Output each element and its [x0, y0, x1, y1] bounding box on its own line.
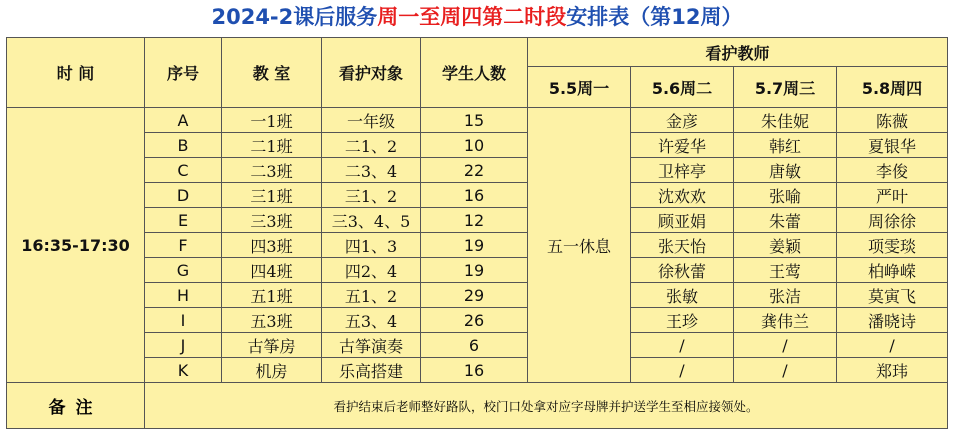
teacher-tue-cell: / — [631, 333, 734, 358]
teacher-thu-cell: 李俊 — [837, 158, 948, 183]
header-time: 时 间 — [7, 38, 145, 108]
count-cell: 19 — [421, 258, 528, 283]
teacher-tue-cell: / — [631, 358, 734, 383]
seq-cell: A — [145, 108, 222, 133]
teacher-thu-cell: 柏峥嵘 — [837, 258, 948, 283]
table-row — [7, 183, 948, 208]
seq-cell: B — [145, 133, 222, 158]
count-cell: 26 — [421, 308, 528, 333]
seq-cell: K — [145, 358, 222, 383]
teacher-wed-cell: 龚伟兰 — [734, 308, 837, 333]
note-label: 备注 — [7, 383, 145, 429]
room-cell: 五1班 — [222, 283, 322, 308]
table-row — [7, 333, 948, 358]
table-row — [7, 283, 948, 308]
teacher-thu-cell: 莫寅飞 — [837, 283, 948, 308]
teacher-wed-cell: 张喻 — [734, 183, 837, 208]
note-text: 看护结束后老师整好路队，校门口处拿对应字母牌并护送学生至相应接领处。 — [145, 383, 948, 429]
seq-cell: H — [145, 283, 222, 308]
teacher-wed-cell: 王莺 — [734, 258, 837, 283]
note-row — [7, 383, 948, 429]
title-part-1: 2024-2课后服务 — [211, 5, 378, 29]
teacher-tue-cell: 沈欢欢 — [631, 183, 734, 208]
count-cell: 16 — [421, 358, 528, 383]
seq-cell: F — [145, 233, 222, 258]
room-cell: 机房 — [222, 358, 322, 383]
teacher-tue-cell: 徐秋蕾 — [631, 258, 734, 283]
title-part-2: 周一至周四第二时段 — [377, 5, 567, 29]
target-cell: 三1、2 — [322, 183, 421, 208]
header-teachers: 看护教师 — [528, 38, 948, 67]
table-row — [7, 158, 948, 183]
seq-cell: D — [145, 183, 222, 208]
count-cell: 12 — [421, 208, 528, 233]
teacher-wed-cell: 唐敏 — [734, 158, 837, 183]
room-cell: 五3班 — [222, 308, 322, 333]
teacher-wed-cell: / — [734, 358, 837, 383]
header-day-wed: 5.7周三 — [734, 67, 837, 108]
count-cell: 10 — [421, 133, 528, 158]
teacher-wed-cell: / — [734, 333, 837, 358]
count-cell: 15 — [421, 108, 528, 133]
count-cell: 22 — [421, 158, 528, 183]
room-cell: 一1班 — [222, 108, 322, 133]
teacher-thu-cell: 郑玮 — [837, 358, 948, 383]
teacher-tue-cell: 顾亚娟 — [631, 208, 734, 233]
table-row — [7, 233, 948, 258]
header-day-mon: 5.5周一 — [528, 67, 631, 108]
count-cell: 29 — [421, 283, 528, 308]
target-cell: 二3、4 — [322, 158, 421, 183]
room-cell: 三1班 — [222, 183, 322, 208]
target-cell: 一年级 — [322, 108, 421, 133]
count-cell: 16 — [421, 183, 528, 208]
teacher-tue-cell: 王珍 — [631, 308, 734, 333]
count-cell: 19 — [421, 233, 528, 258]
teacher-thu-cell: 夏银华 — [837, 133, 948, 158]
time-slot-cell: 16:35-17:30 — [7, 108, 145, 383]
monday-note-cell: 五一休息 — [528, 108, 631, 383]
seq-cell: E — [145, 208, 222, 233]
teacher-wed-cell: 姜颖 — [734, 233, 837, 258]
seq-cell: I — [145, 308, 222, 333]
header-day-thu: 5.8周四 — [837, 67, 948, 108]
table-row — [7, 208, 948, 233]
header-row-1 — [7, 38, 948, 67]
header-seq: 序号 — [145, 38, 222, 108]
target-cell: 三3、4、5 — [322, 208, 421, 233]
room-cell: 四3班 — [222, 233, 322, 258]
room-cell: 三3班 — [222, 208, 322, 233]
header-room: 教 室 — [222, 38, 322, 108]
teacher-thu-cell: 周徐徐 — [837, 208, 948, 233]
table-row — [7, 108, 948, 133]
table-row — [7, 358, 948, 383]
header-day-tue: 5.6周二 — [631, 67, 734, 108]
target-cell: 五3、4 — [322, 308, 421, 333]
page-title — [0, 0, 954, 36]
teacher-thu-cell: 项雯琰 — [837, 233, 948, 258]
title-part-3: 安排表（第12周） — [566, 5, 743, 29]
table-row — [7, 258, 948, 283]
teacher-thu-cell: 陈薇 — [837, 108, 948, 133]
seq-cell: C — [145, 158, 222, 183]
room-cell: 古筝房 — [222, 333, 322, 358]
teacher-thu-cell: 严叶 — [837, 183, 948, 208]
target-cell: 四1、3 — [322, 233, 421, 258]
target-cell: 五1、2 — [322, 283, 421, 308]
teacher-tue-cell: 张天怡 — [631, 233, 734, 258]
header-target: 看护对象 — [322, 38, 421, 108]
target-cell: 古筝演奏 — [322, 333, 421, 358]
target-cell: 四2、4 — [322, 258, 421, 283]
teacher-wed-cell: 张洁 — [734, 283, 837, 308]
teacher-tue-cell: 张敏 — [631, 283, 734, 308]
teacher-wed-cell: 韩红 — [734, 133, 837, 158]
header-count: 学生人数 — [421, 38, 528, 108]
count-cell: 6 — [421, 333, 528, 358]
teacher-tue-cell: 金彦 — [631, 108, 734, 133]
teacher-thu-cell: / — [837, 333, 948, 358]
seq-cell: J — [145, 333, 222, 358]
room-cell: 二3班 — [222, 158, 322, 183]
teacher-wed-cell: 朱蕾 — [734, 208, 837, 233]
table-row — [7, 308, 948, 333]
target-cell: 乐高搭建 — [322, 358, 421, 383]
teacher-tue-cell: 卫梓亭 — [631, 158, 734, 183]
target-cell: 二1、2 — [322, 133, 421, 158]
room-cell: 四4班 — [222, 258, 322, 283]
room-cell: 二1班 — [222, 133, 322, 158]
table-row — [7, 133, 948, 158]
schedule-table — [6, 37, 948, 429]
teacher-wed-cell: 朱佳妮 — [734, 108, 837, 133]
teacher-thu-cell: 潘晓诗 — [837, 308, 948, 333]
teacher-tue-cell: 许爱华 — [631, 133, 734, 158]
seq-cell: G — [145, 258, 222, 283]
